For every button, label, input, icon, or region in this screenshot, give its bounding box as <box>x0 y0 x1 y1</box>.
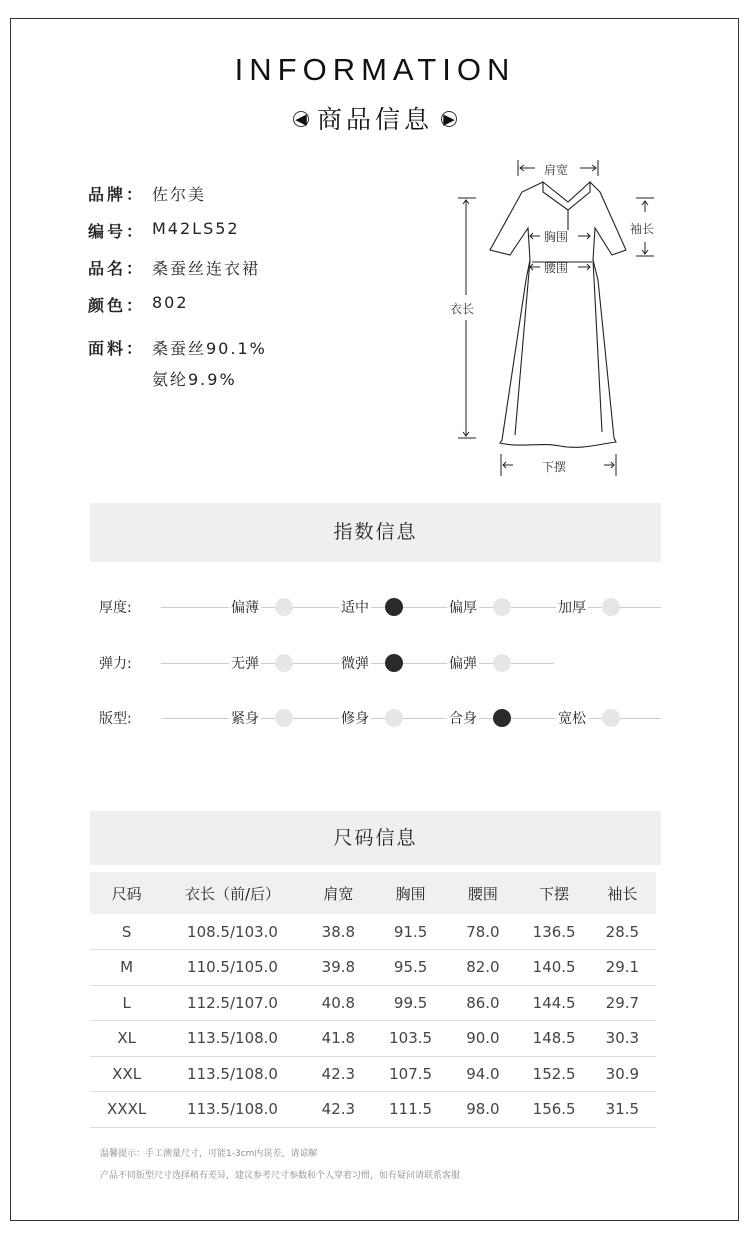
fabric-line-1: 桑蚕丝90.1% <box>152 339 267 358</box>
fit-option-loose: 宽松 <box>556 708 588 728</box>
brand-value: 佐尔美 <box>152 185 207 204</box>
table-cell: 108.5/103.0 <box>163 914 301 950</box>
table-cell: 31.5 <box>589 1092 656 1128</box>
table-cell: 42.3 <box>302 1056 375 1092</box>
table-cell: XXXL <box>90 1092 163 1128</box>
table-cell: 41.8 <box>302 1021 375 1057</box>
fit-option-slim: 修身 <box>339 708 371 728</box>
table-cell: 110.5/105.0 <box>163 950 301 986</box>
table-cell: S <box>90 914 163 950</box>
thickness-option-medium: 适中 <box>339 597 371 617</box>
table-cell: 107.5 <box>375 1056 446 1092</box>
size-table <box>90 872 656 1128</box>
fit-dot-regular <box>493 709 511 727</box>
table-cell: 140.5 <box>520 950 589 986</box>
fit-option-regular: 合身 <box>447 708 479 728</box>
page-title: INFORMATION <box>234 52 516 87</box>
table-cell: 113.5/108.0 <box>163 1021 301 1057</box>
fit-dot-slim <box>385 709 403 727</box>
table-row <box>90 950 656 986</box>
table-cell: L <box>90 985 163 1021</box>
elasticity-dot-none <box>275 654 293 672</box>
table-cell: 78.0 <box>446 914 519 950</box>
dress-diagram <box>440 150 670 485</box>
name-label: 品名： <box>88 259 146 278</box>
table-cell: 29.1 <box>589 950 656 986</box>
thickness-option-extra-thick: 加厚 <box>556 597 588 617</box>
fabric-line-2: 氨纶9.9% <box>152 370 237 389</box>
thickness-dot-thick <box>493 598 511 616</box>
fit-row <box>99 706 669 730</box>
table-cell: 99.5 <box>375 985 446 1021</box>
table-row <box>90 1056 656 1092</box>
table-cell: 152.5 <box>520 1056 589 1092</box>
table-cell: 136.5 <box>520 914 589 950</box>
table-row <box>90 1021 656 1057</box>
fabric-row <box>88 336 267 390</box>
note-fit-advice: 产品不同版型尺寸选择稍有差异，建议参考尺寸参数和个人穿着习惯，如有疑问请联系客服 <box>100 1171 461 1181</box>
table-cell: 90.0 <box>446 1021 519 1057</box>
table-cell: 144.5 <box>520 985 589 1021</box>
subtitle-text: 商品信息 <box>316 105 433 134</box>
size-table-header <box>90 872 656 914</box>
table-row <box>90 914 656 950</box>
table-cell: 38.8 <box>302 914 375 950</box>
thickness-dot-extra-thick <box>602 598 620 616</box>
table-cell: 28.5 <box>589 914 656 950</box>
index-section-title: 指数信息 <box>90 503 661 562</box>
page-subtitle <box>0 100 750 136</box>
color-row <box>88 293 189 316</box>
elasticity-row <box>99 651 669 675</box>
thickness-row <box>99 595 669 619</box>
table-cell: 148.5 <box>520 1021 589 1057</box>
left-arrow-icon: ◀ <box>293 111 309 127</box>
label-waist: 腰围 <box>544 261 569 275</box>
table-cell: 29.7 <box>589 985 656 1021</box>
table-cell: 42.3 <box>302 1092 375 1128</box>
header-chest: 胸围 <box>375 872 446 914</box>
elasticity-option-none: 无弹 <box>229 653 261 673</box>
right-arrow-icon: ▶ <box>441 111 457 127</box>
table-row <box>90 985 656 1021</box>
elasticity-label: 弹力: <box>99 656 132 672</box>
name-value: 桑蚕丝连衣裙 <box>152 259 261 278</box>
size-section-title: 尺码信息 <box>90 811 661 865</box>
thickness-dot-medium <box>385 598 403 616</box>
table-cell: 98.0 <box>446 1092 519 1128</box>
label-hem: 下摆 <box>542 460 567 474</box>
table-cell: 82.0 <box>446 950 519 986</box>
code-label: 编号： <box>88 222 146 241</box>
label-chest: 胸围 <box>544 230 569 244</box>
table-cell: 112.5/107.0 <box>163 985 301 1021</box>
table-cell: 113.5/108.0 <box>163 1092 301 1128</box>
name-row <box>88 256 260 279</box>
table-cell: XL <box>90 1021 163 1057</box>
table-cell: 86.0 <box>446 985 519 1021</box>
table-cell: 30.3 <box>589 1021 656 1057</box>
fit-dot-tight <box>275 709 293 727</box>
thickness-label: 厚度: <box>99 600 132 616</box>
header-hem: 下摆 <box>520 872 589 914</box>
elasticity-dot-stretchy <box>493 654 511 672</box>
table-cell: 39.8 <box>302 950 375 986</box>
code-value: M42LS52 <box>152 219 240 238</box>
header-length: 衣长（前/后） <box>163 872 301 914</box>
label-sleeve: 袖长 <box>630 222 655 236</box>
fabric-label: 面料： <box>88 339 146 358</box>
table-cell: M <box>90 950 163 986</box>
header-shoulder: 肩宽 <box>302 872 375 914</box>
brand-label: 品牌： <box>88 185 146 204</box>
table-cell: 94.0 <box>446 1056 519 1092</box>
table-cell: 111.5 <box>375 1092 446 1128</box>
table-cell: 95.5 <box>375 950 446 986</box>
note-measurement: 温馨提示：手工测量尺寸，可能1-3cm内误差，请谅解 <box>100 1149 318 1159</box>
dress-outline <box>440 150 670 485</box>
thickness-option-thick: 偏厚 <box>447 597 479 617</box>
table-cell: 156.5 <box>520 1092 589 1128</box>
table-cell: 40.8 <box>302 985 375 1021</box>
elasticity-option-stretchy: 偏弹 <box>447 653 479 673</box>
fit-dot-loose <box>602 709 620 727</box>
code-row <box>88 219 240 242</box>
elasticity-dot-slight <box>385 654 403 672</box>
label-shoulder: 肩宽 <box>544 163 569 177</box>
fabric-values <box>152 336 267 390</box>
table-cell: 113.5/108.0 <box>163 1056 301 1092</box>
table-cell: XXL <box>90 1056 163 1092</box>
thickness-dot-thin <box>275 598 293 616</box>
table-cell: 103.5 <box>375 1021 446 1057</box>
header-size: 尺码 <box>90 872 163 914</box>
label-length: 衣长 <box>450 302 475 316</box>
brand-row <box>88 182 206 205</box>
table-cell: 30.9 <box>589 1056 656 1092</box>
color-label: 颜色： <box>88 296 146 315</box>
table-cell: 91.5 <box>375 914 446 950</box>
table-row <box>90 1092 656 1128</box>
elasticity-option-slight: 微弹 <box>339 653 371 673</box>
fit-label: 版型: <box>99 711 132 727</box>
color-value: 802 <box>152 293 189 312</box>
header-waist: 腰围 <box>446 872 519 914</box>
thickness-option-thin: 偏薄 <box>229 597 261 617</box>
header-sleeve: 袖长 <box>589 872 656 914</box>
fit-option-tight: 紧身 <box>229 708 261 728</box>
